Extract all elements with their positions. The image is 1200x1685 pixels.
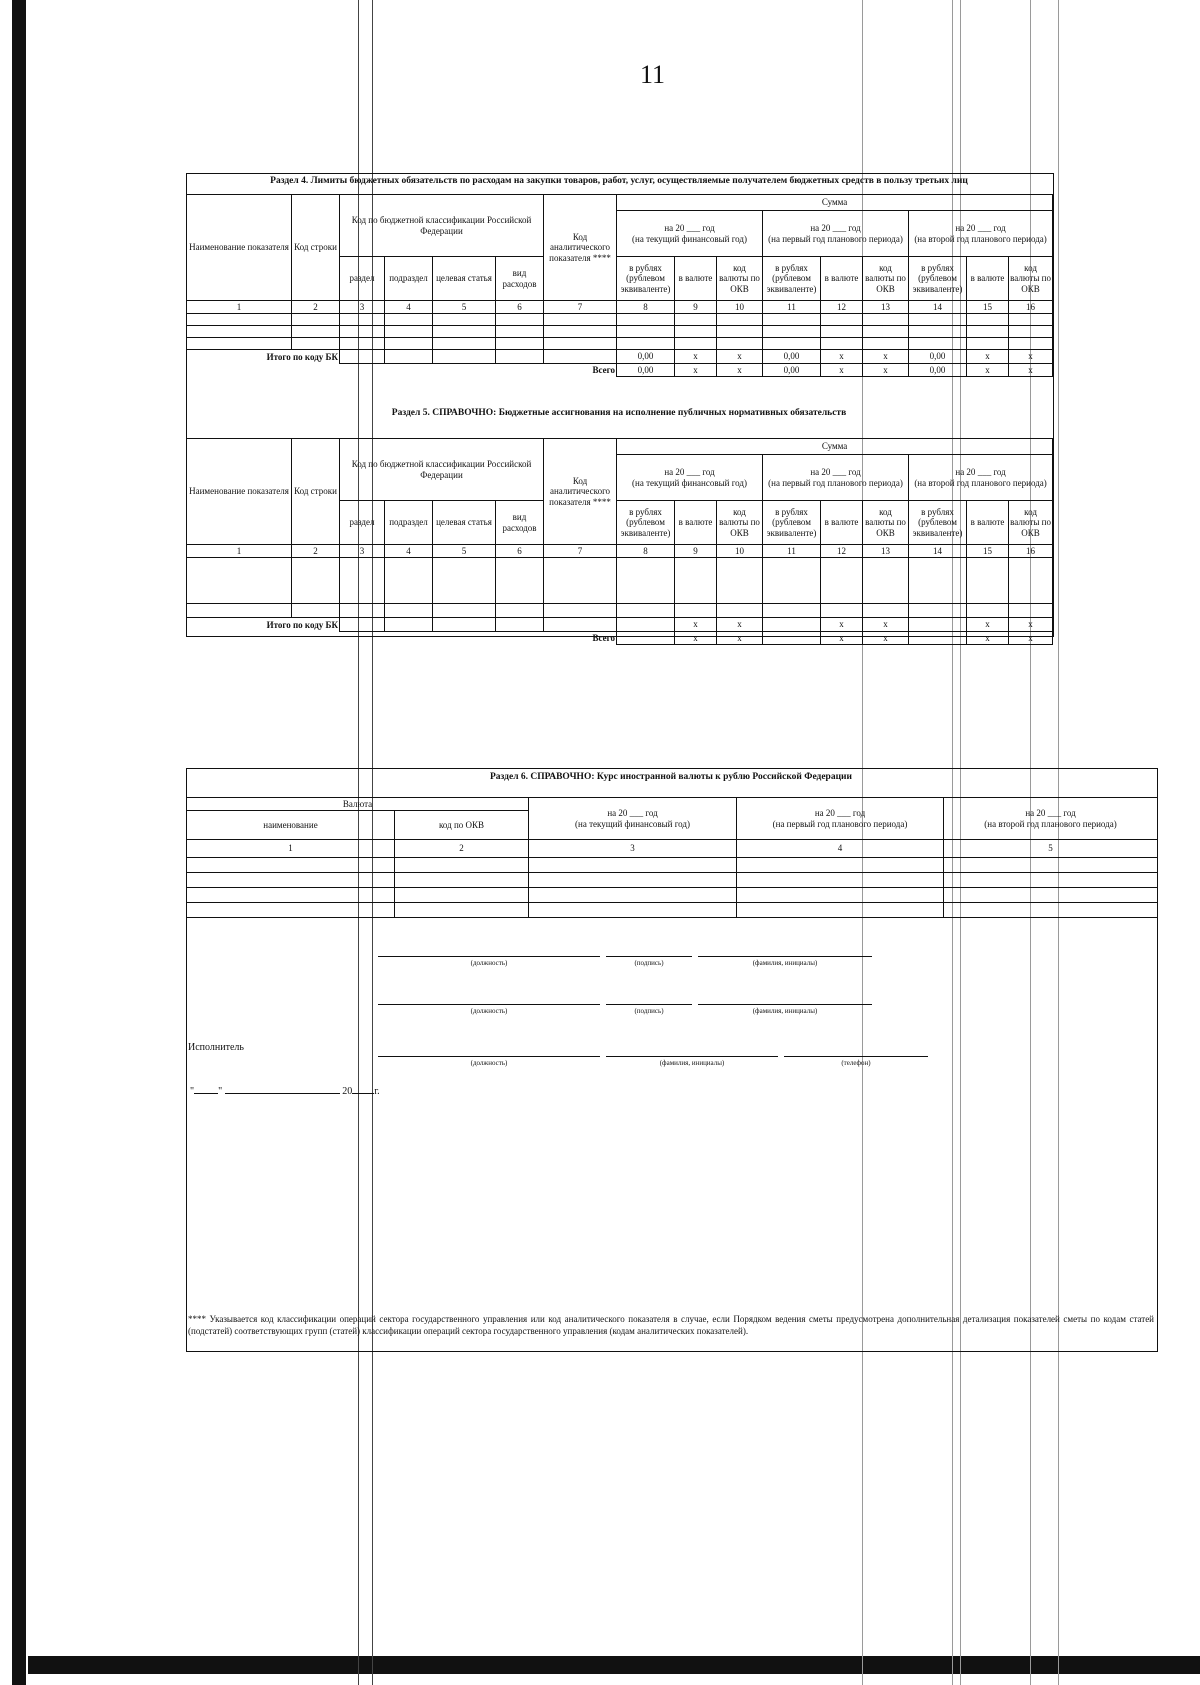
itogo-row xyxy=(187,618,1053,632)
header-rub: в рублях (рублевом эквиваленте) xyxy=(617,501,675,545)
vsego-row xyxy=(187,632,1053,645)
scan-left-edge xyxy=(12,0,26,1685)
itogo-cell: x xyxy=(1009,350,1053,364)
header-analytic-code: Код аналитического показателя **** xyxy=(544,195,617,301)
header-exp-type: вид расходов xyxy=(496,501,544,545)
header-target: целевая статья xyxy=(433,501,496,545)
itogo-cell: x xyxy=(863,618,909,632)
header-cur: в валюте xyxy=(675,501,717,545)
signature-line xyxy=(784,1056,928,1057)
header-sum: Сумма xyxy=(617,195,1053,211)
vsego-cell: x xyxy=(717,364,763,377)
vsego-cell: 0,00 xyxy=(763,364,821,377)
header-period-1: на 20 ___ год (на текущий финансовый год) xyxy=(617,211,763,257)
table-row xyxy=(187,326,1053,338)
col-number: 13 xyxy=(863,301,909,314)
section-6-table xyxy=(186,797,1158,918)
signature-line xyxy=(606,1056,778,1057)
header-rub: в рублях (рублевом эквиваленте) xyxy=(617,257,675,301)
header-rate-period-2: на 20 ___ год (на первый год планового периода) xyxy=(737,798,944,840)
col-number: 10 xyxy=(717,545,763,558)
col-number: 14 xyxy=(909,545,967,558)
vsego-cell: x xyxy=(863,364,909,377)
signature-line xyxy=(378,1004,600,1005)
header-rub: в рублях (рублевом эквиваленте) xyxy=(909,501,967,545)
label-position: (должность) xyxy=(470,1059,508,1067)
section-6-title: Раздел 6. СПРАВОЧНО: Курс иностранной валюты к рублю Российской Федерации xyxy=(489,772,853,782)
itogo-cell: 0,00 xyxy=(763,350,821,364)
vsego-row xyxy=(187,364,1053,377)
section-4-table xyxy=(186,194,1053,377)
header-rub: в рублях (рублевом эквиваленте) xyxy=(763,501,821,545)
vsego-cell: x xyxy=(863,632,909,645)
itogo-cell: x xyxy=(1009,618,1053,632)
header-indicator-name: Наименование показателя xyxy=(187,439,292,545)
table-row xyxy=(187,314,1053,326)
header-razdel: раздел xyxy=(340,501,385,545)
vsego-cell: x xyxy=(675,632,717,645)
itogo-cell: x xyxy=(675,618,717,632)
vsego-cell xyxy=(763,632,821,645)
col-number: 6 xyxy=(496,301,544,314)
itogo-cell xyxy=(617,618,675,632)
label-name: (фамилия, инициалы) xyxy=(752,1007,818,1015)
col-number: 7 xyxy=(544,301,617,314)
header-currency: Валюта xyxy=(187,798,529,811)
executor-label: Исполнитель xyxy=(188,1042,244,1053)
header-rate-period-1: на 20 ___ год (на текущий финансовый год) xyxy=(529,798,737,840)
header-cur: в валюте xyxy=(675,257,717,301)
col-number: 3 xyxy=(529,840,737,858)
col-number: 4 xyxy=(737,840,944,858)
header-analytic-code: Код аналитического показателя **** xyxy=(544,439,617,545)
col-number: 9 xyxy=(675,545,717,558)
col-number: 10 xyxy=(717,301,763,314)
table-row xyxy=(187,558,1053,604)
table-row xyxy=(187,888,1158,903)
itogo-cell xyxy=(763,618,821,632)
itogo-cell: x xyxy=(675,350,717,364)
section-5-table xyxy=(186,438,1053,645)
col-number: 1 xyxy=(187,840,395,858)
scan-bottom-edge xyxy=(28,1656,1200,1674)
itogo-label: Итого по коду БК xyxy=(266,619,338,630)
date-day-blank xyxy=(194,1093,218,1094)
header-okv: код валюты по ОКВ xyxy=(863,501,909,545)
itogo-cell: x xyxy=(967,618,1009,632)
col-number: 5 xyxy=(944,840,1158,858)
col-number: 11 xyxy=(763,545,821,558)
signature-line xyxy=(378,956,600,957)
label-name: (фамилия, инициалы) xyxy=(659,1059,725,1067)
date-year: 20 xyxy=(342,1086,353,1097)
header-period-1: на 20 ___ год (на текущий финансовый год) xyxy=(617,455,763,501)
vsego-label: Всего xyxy=(187,632,617,645)
page-number: 11 xyxy=(640,60,666,89)
date-year-blank xyxy=(352,1093,374,1094)
header-line-code: Код строки xyxy=(292,195,340,301)
header-bk-code: Код по бюджетной классификации Российской Федерации xyxy=(340,195,544,257)
date-quote: " xyxy=(218,1086,223,1097)
itogo-cell: x xyxy=(967,350,1009,364)
header-period-3: на 20 ___ год (на второй год планового периода) xyxy=(909,455,1053,501)
col-number: 8 xyxy=(617,545,675,558)
col-number: 15 xyxy=(967,301,1009,314)
vsego-cell xyxy=(617,632,675,645)
label-position: (должность) xyxy=(470,1007,508,1015)
date-month-blank xyxy=(225,1093,340,1094)
header-period-2: на 20 ___ год (на первый год планового периода) xyxy=(763,211,909,257)
vsego-cell: 0,00 xyxy=(617,364,675,377)
itogo-row xyxy=(187,350,1053,364)
itogo-cell: x xyxy=(717,618,763,632)
vsego-cell: x xyxy=(675,364,717,377)
signature-line xyxy=(606,956,692,957)
table-row xyxy=(187,858,1158,873)
signature-line xyxy=(378,1056,600,1057)
table-row xyxy=(187,903,1158,918)
itogo-cell: x xyxy=(821,350,863,364)
header-period-2: на 20 ___ год (на первый год планового периода) xyxy=(763,455,909,501)
header-cur: в валюте xyxy=(821,501,863,545)
header-okv: код валюты по ОКВ xyxy=(717,257,763,301)
header-rate-period-3: на 20 ___ год (на второй год планового периода) xyxy=(944,798,1158,840)
label-position: (должность) xyxy=(470,959,508,967)
section-4-title: Раздел 4. Лимиты бюджетных обязательств по расходам на закупки товаров, работ, услуг, осуществляемые получателем бюджетных средств в пользу третьих лиц xyxy=(270,176,968,186)
signature-line xyxy=(698,956,872,957)
table-row xyxy=(187,873,1158,888)
label-phone: (телефон) xyxy=(841,1059,871,1067)
col-number: 4 xyxy=(385,545,433,558)
vsego-cell: x xyxy=(1009,364,1053,377)
col-number: 1 xyxy=(187,545,292,558)
signature-line xyxy=(698,1004,872,1005)
header-cur: в валюте xyxy=(967,257,1009,301)
col-number: 12 xyxy=(821,545,863,558)
vsego-cell: x xyxy=(967,364,1009,377)
col-number: 2 xyxy=(292,301,340,314)
signature-line xyxy=(606,1004,692,1005)
vsego-cell: x xyxy=(821,364,863,377)
vsego-cell: x xyxy=(1009,632,1053,645)
col-number: 2 xyxy=(292,545,340,558)
itogo-cell: x xyxy=(717,350,763,364)
header-line-code: Код строки xyxy=(292,439,340,545)
footnote: **** Указывается код классификации операций сектора государственного управления или код аналитического показателя в случае, если Порядком ведения сметы предусмотрена дополнительная детализация показателей сметы по кодам статей (подстатей) соответствующих групп (статей) классификации операций сектора государственного управления (кодам аналитических показателей). xyxy=(188,1314,1154,1337)
col-number: 16 xyxy=(1009,545,1053,558)
header-sum: Сумма xyxy=(617,439,1053,455)
col-number: 5 xyxy=(433,545,496,558)
header-okv: код валюты по ОКВ xyxy=(717,501,763,545)
header-podrazdel: подраздел xyxy=(385,257,433,301)
col-number: 15 xyxy=(967,545,1009,558)
vsego-cell: x xyxy=(717,632,763,645)
header-exp-type: вид расходов xyxy=(496,257,544,301)
col-number: 12 xyxy=(821,301,863,314)
col-number: 3 xyxy=(340,545,385,558)
header-rub: в рублях (рублевом эквиваленте) xyxy=(909,257,967,301)
label-signature: (подпись) xyxy=(634,959,664,967)
header-podrazdel: подраздел xyxy=(385,501,433,545)
label-name: (фамилия, инициалы) xyxy=(752,959,818,967)
col-number: 9 xyxy=(675,301,717,314)
col-number: 16 xyxy=(1009,301,1053,314)
header-cur: в валюте xyxy=(821,257,863,301)
col-number: 3 xyxy=(340,301,385,314)
col-number: 13 xyxy=(863,545,909,558)
itogo-cell: x xyxy=(821,618,863,632)
vsego-cell: x xyxy=(967,632,1009,645)
header-cur: в валюте xyxy=(967,501,1009,545)
date-quote: " xyxy=(190,1086,195,1097)
itogo-cell: 0,00 xyxy=(617,350,675,364)
header-okv: код валюты по ОКВ xyxy=(863,257,909,301)
header-okv: код валюты по ОКВ xyxy=(1009,257,1053,301)
col-number: 7 xyxy=(544,545,617,558)
header-period-3: на 20 ___ год (на второй год планового периода) xyxy=(909,211,1053,257)
col-number: 5 xyxy=(433,301,496,314)
vsego-cell: x xyxy=(821,632,863,645)
vsego-cell: 0,00 xyxy=(909,364,967,377)
header-target: целевая статья xyxy=(433,257,496,301)
col-number: 1 xyxy=(187,301,292,314)
itogo-label: Итого по коду БК xyxy=(266,351,338,362)
table-row xyxy=(187,604,1053,618)
itogo-cell xyxy=(909,618,967,632)
table-row xyxy=(187,338,1053,350)
header-rub: в рублях (рублевом эквиваленте) xyxy=(763,257,821,301)
section-5-title: Раздел 5. СПРАВОЧНО: Бюджетные ассигнования на исполнение публичных нормативных обязательств xyxy=(391,408,847,418)
col-number: 8 xyxy=(617,301,675,314)
header-indicator-name: Наименование показателя xyxy=(187,195,292,301)
col-number: 2 xyxy=(395,840,529,858)
date-line xyxy=(190,1086,380,1097)
label-signature: (подпись) xyxy=(634,1007,664,1015)
vsego-cell xyxy=(909,632,967,645)
vsego-label: Всего xyxy=(187,364,617,377)
col-number: 6 xyxy=(496,545,544,558)
itogo-cell: 0,00 xyxy=(909,350,967,364)
date-g: г. xyxy=(374,1086,380,1097)
itogo-cell: x xyxy=(863,350,909,364)
col-number: 11 xyxy=(763,301,821,314)
header-razdel: раздел xyxy=(340,257,385,301)
col-number: 4 xyxy=(385,301,433,314)
header-okv-code: код по ОКВ xyxy=(395,811,529,840)
header-currency-name: наименование xyxy=(187,811,395,840)
header-okv: код валюты по ОКВ xyxy=(1009,501,1053,545)
header-bk-code: Код по бюджетной классификации Российской Федерации xyxy=(340,439,544,501)
col-number: 14 xyxy=(909,301,967,314)
